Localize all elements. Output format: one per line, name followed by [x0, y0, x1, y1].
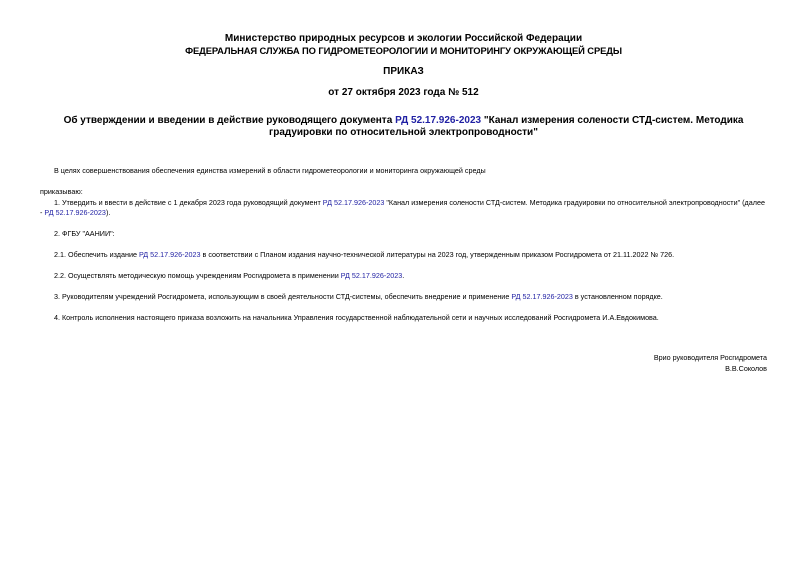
paragraph-1-doc-link-2[interactable]: РД 52.17.926-2023 [44, 208, 106, 217]
ministry-name: Министерство природных ресурсов и экологии Российской Федерации [224, 33, 583, 44]
paragraph-2-1-doc-link[interactable]: РД 52.17.926-2023 [138, 250, 201, 259]
intro-paragraph: В целях совершенствования обеспечения единства измерений в области гидрометеорологии и мониторинга окружающей среды [54, 166, 486, 175]
document-type: ПРИКАЗ [383, 66, 424, 77]
paragraph-2-1-text-a: 2.1. Обеспечить издание [54, 250, 139, 259]
paragraph-1-text-c: - [40, 208, 45, 217]
subject-suffix: "Канал измерения солености СТД-систем. Методика градуировки по относительной электропроводности" [269, 115, 744, 138]
order-word: приказываю: [40, 187, 83, 196]
paragraph-3-text-b: в установленном порядке. [572, 292, 663, 301]
paragraph-1-line-2 [40, 208, 110, 218]
subject-doc-link[interactable]: РД 52.17.926-2023 [395, 115, 482, 126]
paragraph-2-1 [54, 250, 674, 260]
paragraph-2-2-doc-link[interactable]: РД 52.17.926-2023 [340, 271, 403, 280]
paragraph-2: 2. ФГБУ "ААНИИ": [54, 229, 115, 238]
service-name: ФЕДЕРАЛЬНАЯ СЛУЖБА ПО ГИДРОМЕТЕОРОЛОГИИ И МОНИТОРИНГУ ОКРУЖАЮЩЕЙ СРЕДЫ [185, 45, 622, 56]
signature-name: В.В.Соколов [725, 364, 767, 373]
paragraph-2-1-text-b: в соответствии с Планом издания научно-технической литературы на 2023 год, утвержденным приказом Росгидромета от 21.11.2022 № 726. [200, 250, 675, 259]
paragraph-2-2 [54, 271, 404, 281]
paragraph-4: 4. Контроль исполнения настоящего приказа возложить на начальника Управления государственной наблюдательной сети и научных исследований Росгидромета И.А.Евдокимова. [54, 313, 659, 322]
paragraph-1-text-a: 1. Утвердить и ввести в действие с 1 декабря 2023 года руководящий документ [54, 198, 323, 207]
paragraph-3-text-a: 3. Руководителям учреждений Росгидромета, использующим в своей деятельности СТД-системы, обеспечить внедрение и применение [54, 292, 512, 301]
paragraph-1-text-d: ). [105, 208, 111, 217]
subject-prefix: Об утверждении и введении в действие руководящего документа [63, 115, 396, 126]
paragraph-3 [54, 292, 663, 302]
paragraph-2-2-text-a: 2.2. Осуществлять методическую помощь учреждениям Росгидромета в применении [54, 271, 341, 280]
paragraph-3-doc-link[interactable]: РД 52.17.926-2023 [511, 292, 573, 301]
paragraph-2-2-text-b: . [402, 271, 405, 280]
paragraph-1-line-1 [54, 198, 765, 208]
paragraph-1-doc-link[interactable]: РД 52.17.926-2023 [322, 198, 385, 207]
signature-title: Врио руководителя Росгидромета [653, 353, 767, 362]
document-subject [40, 115, 767, 139]
document-date-number: от 27 октября 2023 года № 512 [328, 87, 479, 98]
paragraph-1-text-b: "Канал измерения солености СТД-систем. Методика градуировки по относительной электропроводности" (далее [384, 198, 765, 207]
